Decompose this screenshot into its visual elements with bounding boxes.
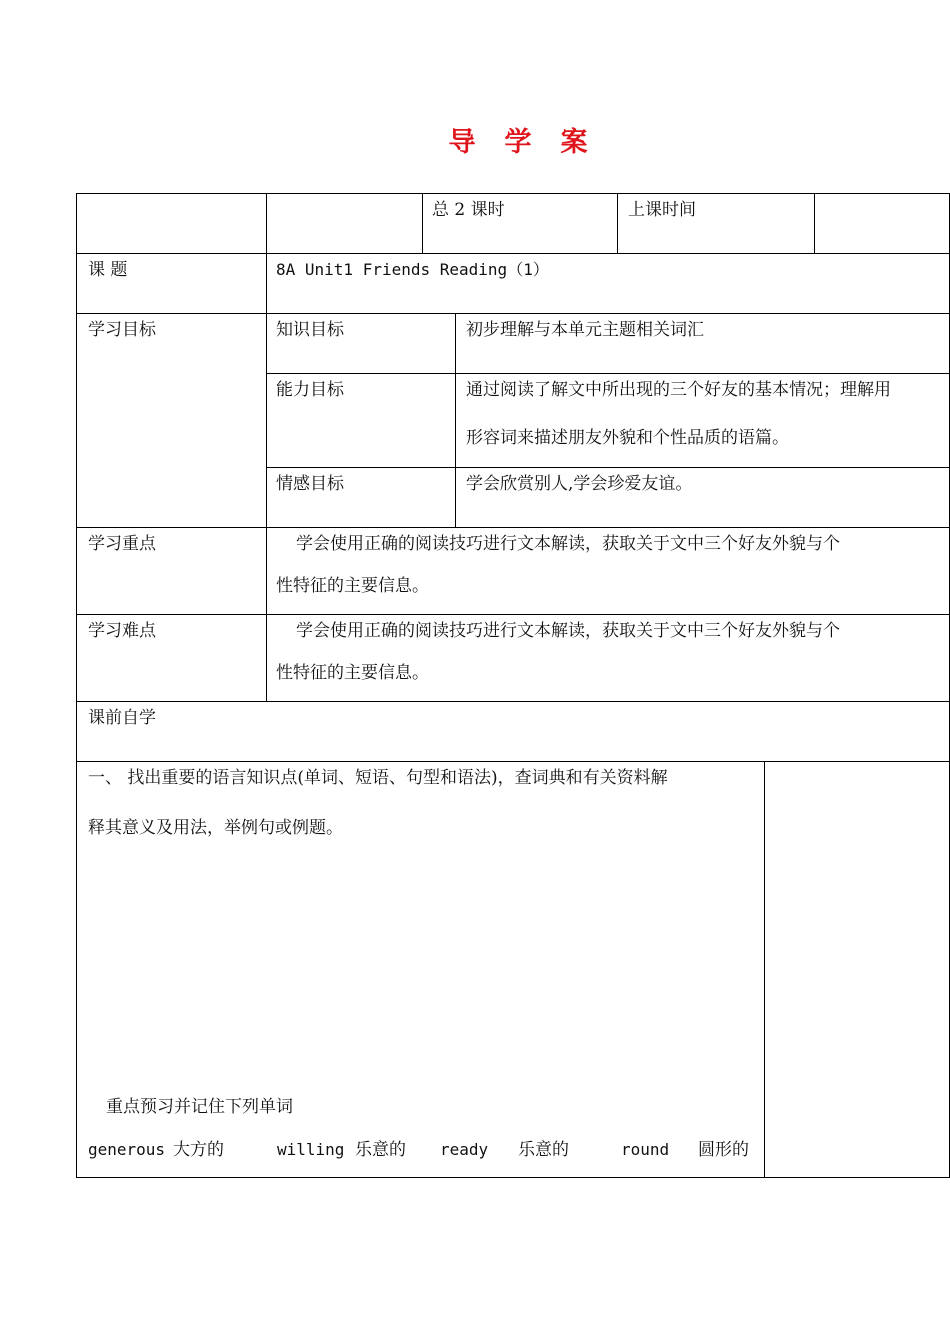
row-divider [76,761,950,762]
key-points-text-line2: 性特征的主要信息。 [276,576,429,596]
vocab-word: round [621,1140,670,1159]
difficulties-label: 学习难点 [88,621,156,641]
row-divider [76,614,950,615]
ability-goal-label: 能力目标 [276,380,344,400]
column-divider [455,313,456,527]
table-border-bottom [76,1177,950,1178]
preview-item1-line1: 一、 找出重要的语言知识点(单词、短语、句型和语法)，查词典和有关资料解 [88,768,668,788]
vocab-meaning: 乐意的 [518,1140,569,1160]
key-points-text-line1: 学会使用正确的阅读技巧进行文本解读，获取关于文中三个好友外貌与个 [296,534,840,554]
difficulties-text-line1: 学会使用正确的阅读技巧进行文本解读，获取关于文中三个好友外貌与个 [296,621,840,641]
knowledge-goal-label: 知识目标 [276,320,344,340]
column-divider [814,193,815,253]
ability-goal-text-line1: 通过阅读了解文中所出现的三个好友的基本情况；理解用 [466,380,891,400]
vocab-word: ready [440,1140,489,1159]
vocab-meaning: 乐意的 [355,1140,406,1160]
vocab-word: generous [88,1140,166,1159]
row-divider [266,467,950,468]
row-divider [76,313,950,314]
column-divider [422,193,423,253]
emotion-goal-label: 情感目标 [276,474,344,494]
preview-item1-line2: 释其意义及用法，举例句或例题。 [88,818,343,838]
table-border-left [76,193,77,1178]
row-divider [266,373,950,374]
row-divider [76,701,950,702]
key-points-label: 学习重点 [88,534,156,554]
column-divider [764,761,765,1177]
topic-value: 8A Unit1 Friends Reading（1） [276,260,549,279]
preview-label: 课前自学 [88,708,156,728]
table-border-top [76,193,950,194]
row-divider [76,527,950,528]
vocab-meaning: 大方的 [173,1140,224,1160]
topic-label: 课 题 [88,260,128,280]
column-divider [266,193,267,701]
difficulties-text-line2: 性特征的主要信息。 [276,663,429,683]
goals-label: 学习目标 [88,320,156,340]
lesson-count: 总 2 课时 [432,200,505,220]
vocab-word: willing [277,1140,345,1159]
row-divider [76,253,950,254]
vocab-heading: 重点预习并记住下列单词 [106,1097,293,1117]
vocab-meaning: 圆形的 [698,1140,749,1160]
class-time-label: 上课时间 [628,200,696,220]
document-title: 导 学 案 [448,127,589,158]
column-divider [617,193,618,253]
ability-goal-text-line2: 形容词来描述朋友外貌和个性品质的语篇。 [466,428,789,448]
knowledge-goal-text: 初步理解与本单元主题相关词汇 [466,320,704,340]
emotion-goal-text: 学会欣赏别人,学会珍爱友谊。 [466,474,693,494]
